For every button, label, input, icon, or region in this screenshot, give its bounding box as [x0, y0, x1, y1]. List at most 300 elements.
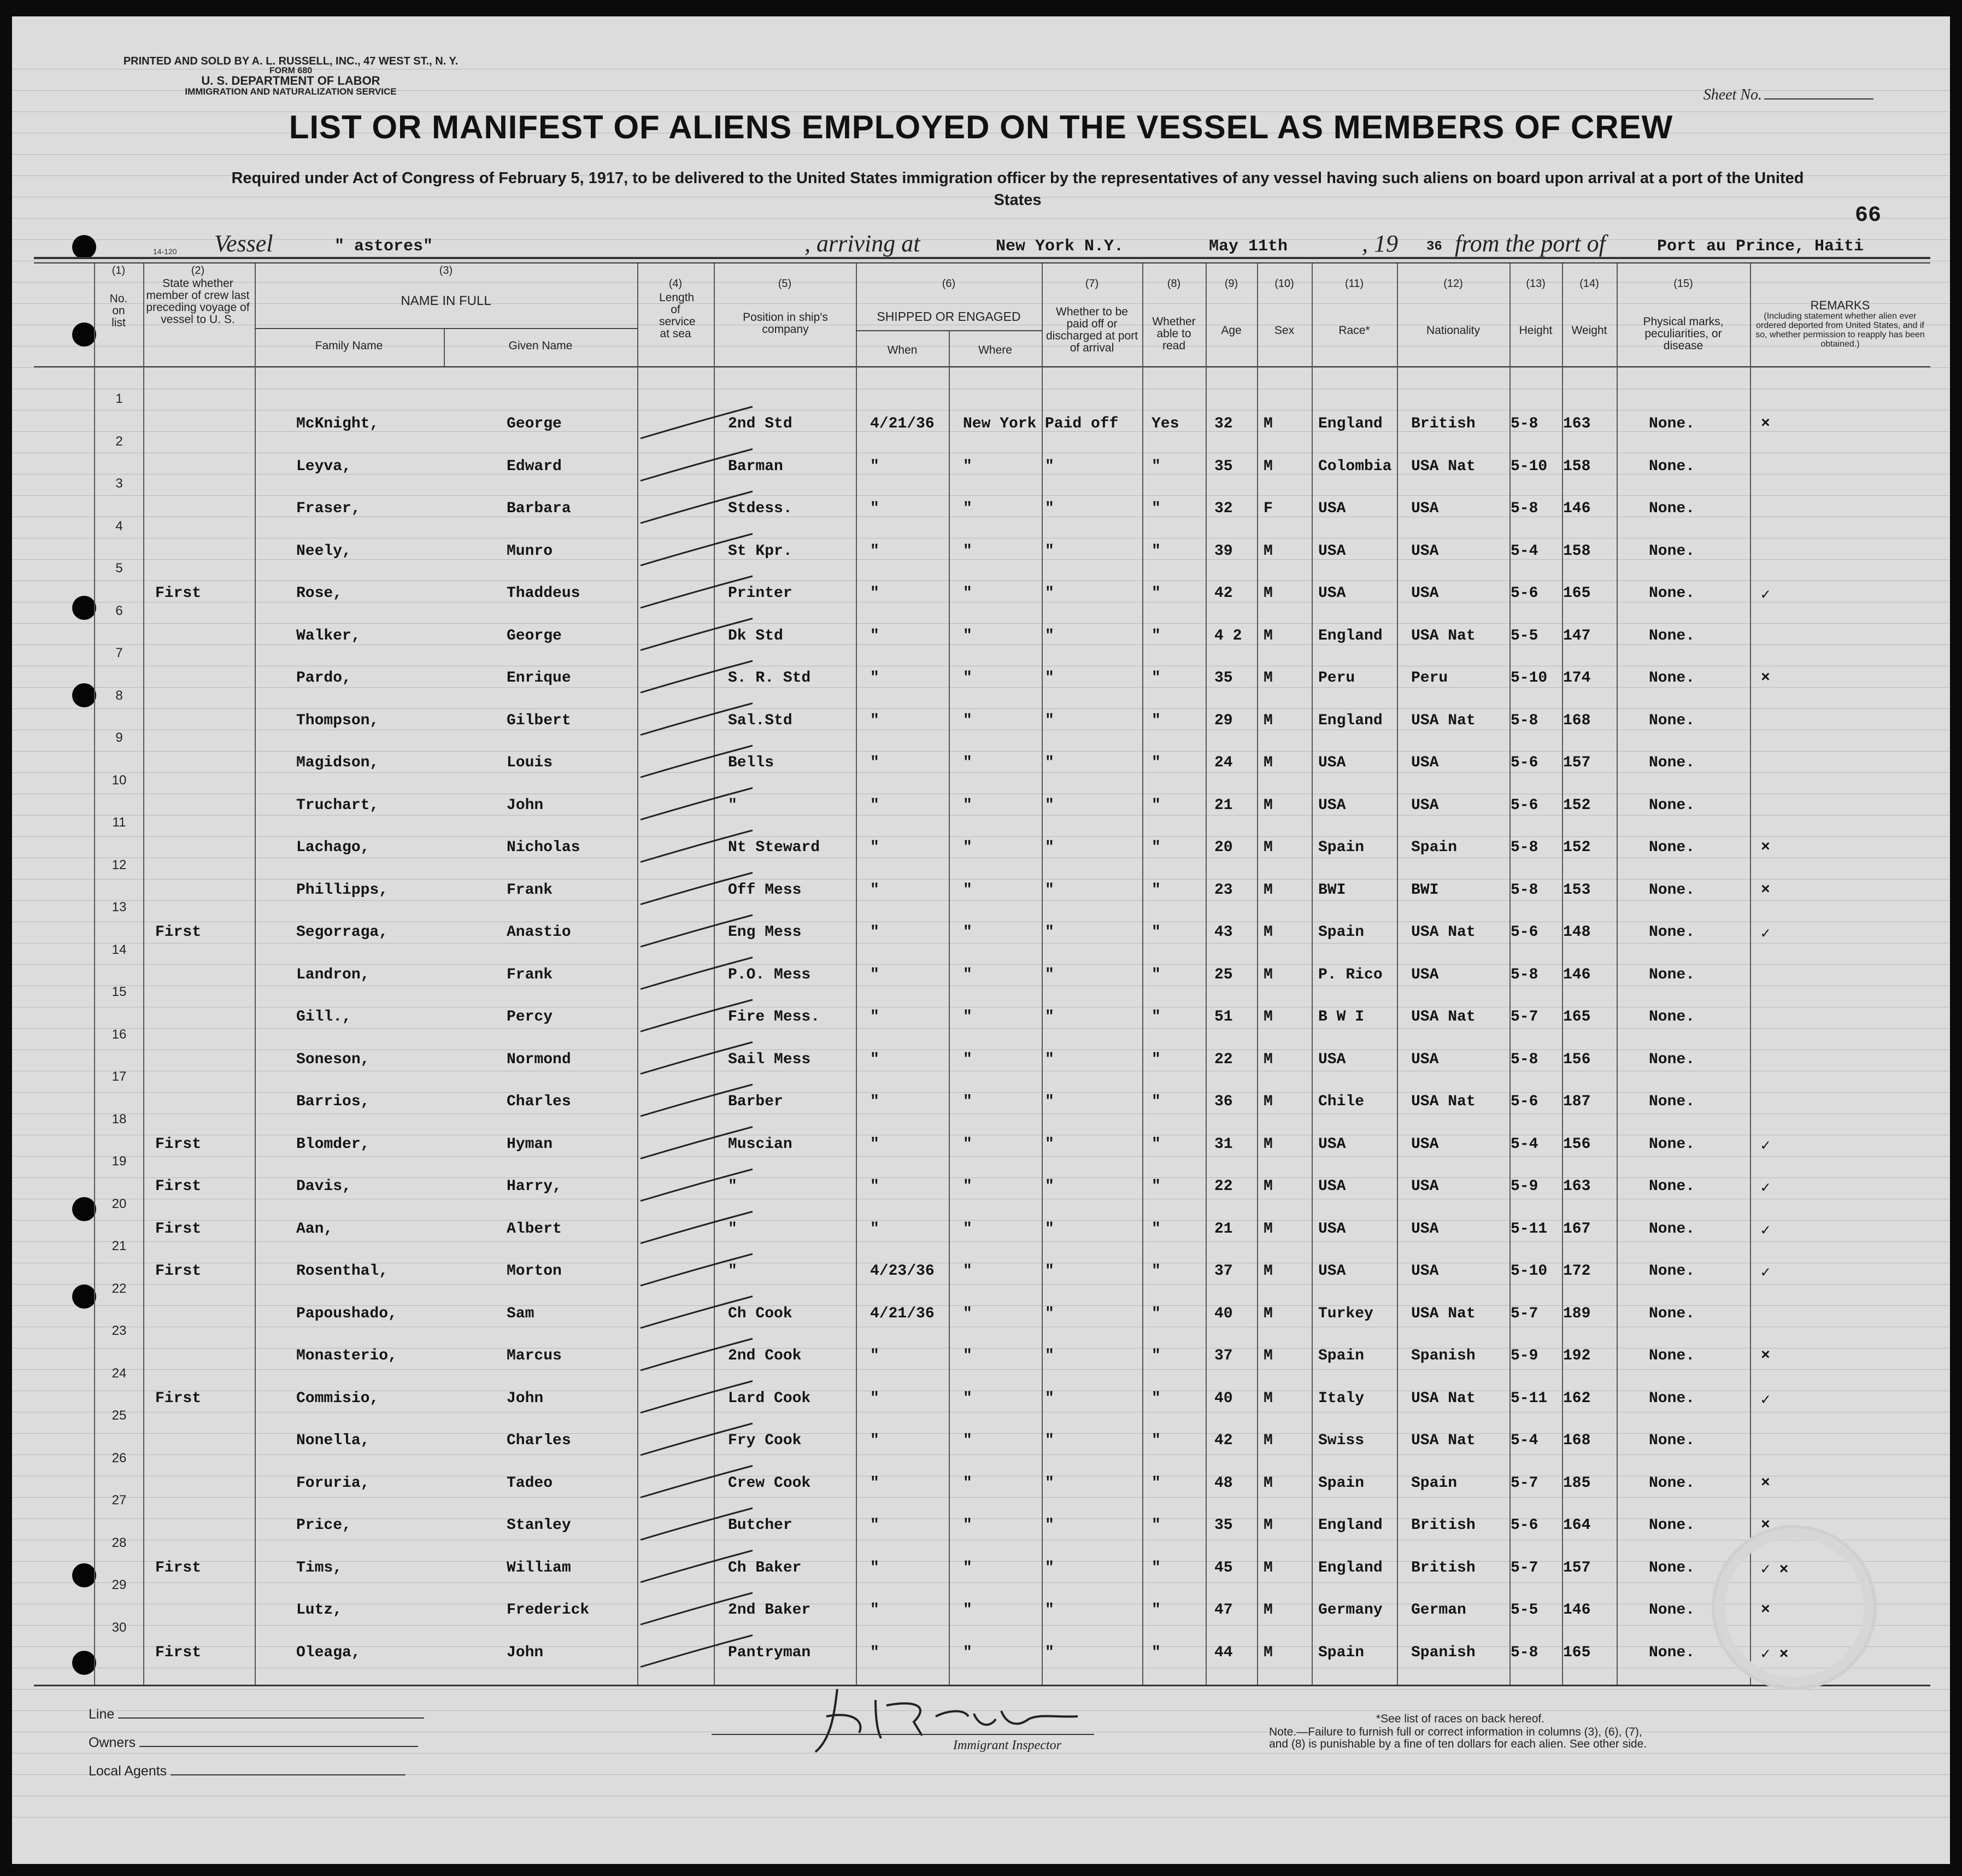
row-shipped-when: " [870, 1390, 879, 1407]
row-number: 22 [111, 1281, 127, 1296]
row-race: Italy [1318, 1390, 1365, 1407]
col13-header: Height [1519, 324, 1553, 337]
col7-header: Whether to be paid off or discharged at port of arrival [1045, 306, 1138, 354]
row-family-name: Magidson, [296, 754, 379, 771]
row-remark-mark: ✓ [1761, 1138, 1770, 1155]
row-race: England [1318, 712, 1383, 729]
service-tick-mark [641, 1127, 753, 1159]
row-position: Fire Mess. [728, 1009, 820, 1025]
row-age: 42 [1214, 1432, 1233, 1449]
row-sex: M [1264, 839, 1273, 856]
col1-header: No. on list [109, 292, 128, 329]
row-given-name: John [507, 796, 544, 814]
row-position: Butcher [728, 1517, 792, 1534]
row-number: 2 [115, 433, 123, 449]
row-able-to-read: " [1152, 1432, 1161, 1449]
row-physical-marks: None. [1649, 1093, 1695, 1110]
agents-field [89, 1763, 406, 1779]
row-given-name: Anastio [507, 924, 571, 941]
row-height: 5-6 [1511, 924, 1538, 941]
row-paid-off: " [1045, 1474, 1054, 1492]
row-nationality: British [1411, 1517, 1476, 1534]
row-nationality: USA Nat [1411, 458, 1476, 475]
row-position: Sail Mess [728, 1051, 811, 1068]
row-shipped-when: 4/21/36 [870, 1305, 935, 1322]
row-physical-marks: None. [1649, 924, 1695, 941]
row-sex: M [1264, 796, 1273, 814]
row-paid-off: " [1045, 1135, 1054, 1153]
row-able-to-read: " [1152, 754, 1161, 771]
col1-num: (1) [111, 265, 126, 277]
embossed-seal [1712, 1525, 1877, 1690]
row-height: 5-4 [1511, 1432, 1538, 1449]
row-height: 5-10 [1511, 458, 1548, 475]
row-given-name: George [507, 627, 562, 644]
shipped-when-header: When [887, 344, 918, 356]
col15-header: Physical marks, peculiarities, or disease [1643, 315, 1724, 352]
row-number: 9 [115, 730, 123, 745]
arriving-place: New York N.Y. [996, 237, 1124, 256]
row-physical-marks: None. [1649, 1602, 1695, 1619]
row-able-to-read: " [1152, 924, 1161, 941]
row-number: 8 [115, 688, 123, 703]
row-shipped-when: " [870, 1009, 879, 1025]
row-nationality: British [1411, 415, 1476, 432]
row-number: 6 [115, 603, 123, 618]
row-nationality: USA Nat [1411, 1009, 1476, 1025]
row-sex: M [1264, 966, 1273, 983]
row-age: 29 [1214, 712, 1233, 729]
row-given-name: Albert [507, 1220, 562, 1238]
row-weight: 158 [1563, 542, 1591, 560]
row-shipped-where: " [963, 796, 972, 814]
row-age: 35 [1214, 670, 1233, 687]
row-number: 25 [111, 1408, 127, 1423]
row-able-to-read: " [1152, 1602, 1161, 1619]
row-first-voyage: First [155, 1644, 202, 1661]
row-position: " [728, 1263, 737, 1280]
row-position: Eng Mess [728, 924, 802, 941]
row-race: BWI [1318, 881, 1346, 899]
row-age: 51 [1214, 1009, 1233, 1025]
row-height: 5-8 [1511, 712, 1538, 729]
row-sex: M [1264, 670, 1273, 687]
row-shipped-when: 4/23/36 [870, 1263, 935, 1280]
row-shipped-when: " [870, 458, 879, 475]
row-position: Ch Cook [728, 1305, 792, 1322]
service-tick-mark [641, 1084, 753, 1116]
arrival-date: May 11th [1209, 237, 1288, 256]
row-able-to-read: " [1152, 1220, 1161, 1238]
row-shipped-when: " [870, 1602, 879, 1619]
row-nationality: Spain [1411, 839, 1458, 856]
row-race: USA [1318, 500, 1346, 517]
row-number: 24 [111, 1365, 127, 1381]
service-tick-mark [641, 873, 753, 905]
col6-header: SHIPPED OR ENGAGED [877, 309, 1021, 324]
remarks-header: REMARKS [1810, 298, 1870, 312]
row-weight: 147 [1563, 627, 1591, 644]
row-able-to-read: " [1152, 627, 1161, 644]
row-paid-off: " [1045, 670, 1054, 687]
row-nationality: USA Nat [1411, 1305, 1476, 1322]
row-able-to-read: " [1152, 458, 1161, 475]
row-weight: 157 [1563, 1559, 1591, 1576]
row-shipped-where: " [963, 1559, 972, 1576]
row-shipped-when: " [870, 1432, 879, 1449]
row-shipped-when: " [870, 966, 879, 983]
service-tick-mark [641, 958, 753, 989]
year-suffix: 36 [1426, 239, 1442, 254]
service-tick-mark [641, 1212, 753, 1244]
row-weight: 152 [1563, 796, 1591, 814]
row-shipped-where: " [963, 1644, 972, 1661]
row-sex: M [1264, 712, 1273, 729]
row-height: 5-11 [1511, 1220, 1548, 1238]
owners-field [89, 1735, 418, 1751]
row-first-voyage: First [155, 1390, 202, 1407]
row-family-name: Davis, [296, 1178, 351, 1195]
row-first-voyage: First [155, 1263, 202, 1280]
row-given-name: George [507, 415, 562, 432]
row-race: Turkey [1318, 1305, 1373, 1322]
row-physical-marks: None. [1649, 1644, 1695, 1661]
row-number: 29 [111, 1578, 127, 1592]
row-shipped-when: " [870, 796, 879, 814]
row-race: Colombia [1318, 458, 1392, 475]
row-height: 5-6 [1511, 585, 1538, 602]
row-paid-off: " [1045, 796, 1054, 814]
row-able-to-read: " [1152, 1263, 1161, 1280]
row-given-name: John [507, 1390, 544, 1407]
row-nationality: USA Nat [1411, 924, 1476, 941]
row-position: " [728, 796, 737, 814]
row-position: Crew Cook [728, 1474, 811, 1492]
row-weight: 163 [1563, 415, 1591, 432]
row-number: 16 [111, 1027, 127, 1042]
row-shipped-when: " [870, 1347, 879, 1364]
service-tick-mark [641, 1551, 753, 1582]
row-nationality: USA [1411, 1135, 1439, 1153]
service-tick-mark [641, 788, 753, 820]
row-height: 5-7 [1511, 1305, 1538, 1322]
row-family-name: Price, [296, 1517, 351, 1534]
col3-num: (3) [439, 265, 453, 277]
row-given-name: Nicholas [507, 839, 580, 856]
row-first-voyage: First [155, 1220, 202, 1238]
row-family-name: Rosenthal, [296, 1263, 389, 1280]
row-height: 5-8 [1511, 500, 1538, 517]
row-weight: 172 [1563, 1263, 1591, 1280]
row-race: Chile [1318, 1093, 1365, 1110]
row-given-name: Charles [507, 1093, 571, 1110]
row-weight: 167 [1563, 1220, 1591, 1238]
small-code: 14-120 [153, 247, 177, 256]
row-given-name: Louis [507, 754, 553, 771]
row-age: 39 [1214, 542, 1233, 560]
row-nationality: Spanish [1411, 1347, 1476, 1364]
row-height: 5-5 [1511, 627, 1538, 644]
row-paid-off: " [1045, 754, 1054, 771]
row-family-name: Pardo, [296, 670, 351, 687]
row-height: 5-5 [1511, 1602, 1538, 1619]
form-title: LIST OR MANIFEST OF ALIENS EMPLOYED ON THE VESSEL AS MEMBERS OF CREW [289, 109, 1673, 145]
row-age: 44 [1214, 1644, 1233, 1661]
row-able-to-read: " [1152, 1644, 1161, 1661]
row-able-to-read: " [1152, 1305, 1161, 1322]
row-physical-marks: None. [1649, 500, 1695, 517]
row-remark-mark: × [1761, 1474, 1770, 1492]
row-sex: M [1264, 415, 1273, 432]
row-nationality: Spain [1411, 1474, 1458, 1492]
row-paid-off: " [1045, 1559, 1054, 1576]
row-able-to-read: " [1152, 585, 1161, 602]
row-number: 20 [111, 1196, 127, 1211]
row-sex: M [1264, 1517, 1273, 1534]
row-remark-mark: ✓ [1761, 1265, 1770, 1282]
line-blank [118, 1717, 424, 1719]
row-family-name: Fraser, [296, 500, 361, 517]
row-race: USA [1318, 1263, 1346, 1280]
row-able-to-read: " [1152, 542, 1161, 560]
col9-num: (9) [1224, 278, 1238, 290]
row-physical-marks: None. [1649, 1135, 1695, 1153]
row-able-to-read: Yes [1152, 415, 1179, 432]
shipped-where-header: Where [978, 344, 1012, 356]
col14-header: Weight [1571, 324, 1607, 337]
row-position: Printer [728, 585, 792, 602]
row-paid-off: " [1045, 839, 1054, 856]
service-tick-mark [641, 1635, 753, 1667]
row-race: England [1318, 1517, 1383, 1534]
row-weight: 189 [1563, 1305, 1591, 1322]
row-able-to-read: " [1152, 1009, 1161, 1025]
row-age: 22 [1214, 1051, 1233, 1068]
row-weight: 163 [1563, 1178, 1591, 1195]
row-weight: 146 [1563, 966, 1591, 983]
row-nationality: USA [1411, 500, 1439, 517]
row-family-name: Commisio, [296, 1390, 379, 1407]
row-paid-off: Paid off [1045, 415, 1119, 432]
row-paid-off: " [1045, 1220, 1054, 1238]
row-given-name: Harry, [507, 1178, 562, 1195]
row-position: St Kpr. [728, 542, 792, 560]
row-number: 18 [111, 1111, 127, 1127]
row-height: 5-6 [1511, 796, 1538, 814]
row-position: Sal.Std [728, 712, 792, 729]
row-paid-off: " [1045, 1178, 1054, 1195]
row-family-name: Rose, [296, 585, 343, 602]
row-height: 5-9 [1511, 1347, 1538, 1364]
row-physical-marks: None. [1649, 1051, 1695, 1068]
row-shipped-where: " [963, 1347, 972, 1364]
row-age: 21 [1214, 1220, 1233, 1238]
row-position: 2nd Baker [728, 1602, 811, 1619]
row-nationality: USA [1411, 585, 1439, 602]
row-paid-off: " [1045, 1263, 1054, 1280]
row-nationality: USA [1411, 542, 1439, 560]
row-shipped-where: " [963, 1135, 972, 1153]
row-family-name: Tims, [296, 1559, 343, 1576]
row-remark-mark: ✓ [1761, 1180, 1770, 1197]
pencil-marks [12, 16, 1950, 1864]
row-height: 5-6 [1511, 754, 1538, 771]
row-given-name: John [507, 1644, 544, 1661]
row-number: 11 [112, 815, 126, 830]
row-age: 32 [1214, 500, 1233, 517]
row-nationality: Peru [1411, 670, 1448, 687]
row-height: 5-4 [1511, 1135, 1538, 1153]
row-remark-mark: × [1761, 839, 1770, 856]
row-physical-marks: None. [1649, 1009, 1695, 1025]
year-prefix: , 19 [1362, 230, 1398, 257]
row-shipped-where: " [963, 1051, 972, 1068]
agents-blank [171, 1774, 406, 1775]
row-race: Spain [1318, 1474, 1365, 1492]
row-able-to-read: " [1152, 500, 1161, 517]
row-weight: 168 [1563, 712, 1591, 729]
row-position: " [728, 1220, 737, 1238]
row-given-name: Barbara [507, 500, 571, 517]
row-given-name: Frank [507, 881, 553, 899]
row-paid-off: " [1045, 1305, 1054, 1322]
penalty-note: Note.—Failure to furnish full or correct information in columns (3), (6), (7), and (8) is punishable by a fine of ten dollars for each alien. See other side. [1269, 1726, 1647, 1750]
row-physical-marks: None. [1649, 1347, 1695, 1364]
col3-header: NAME IN FULL [401, 294, 491, 308]
row-sex: M [1264, 458, 1273, 475]
row-family-name: Lutz, [296, 1602, 343, 1619]
row-able-to-read: " [1152, 1178, 1161, 1195]
inspector-label: Immigrant Inspector [953, 1738, 1061, 1752]
row-physical-marks: None. [1649, 415, 1695, 432]
row-sex: F [1264, 500, 1273, 517]
row-physical-marks: None. [1649, 712, 1695, 729]
row-shipped-when: " [870, 585, 879, 602]
row-paid-off: " [1045, 1009, 1054, 1025]
row-weight: 165 [1563, 1644, 1591, 1661]
service-tick-mark [641, 1254, 753, 1286]
row-given-name: Morton [507, 1263, 562, 1280]
row-physical-marks: None. [1649, 1432, 1695, 1449]
form-number: FORM 680 [269, 66, 313, 75]
row-race: P. Rico [1318, 966, 1383, 983]
row-physical-marks: None. [1649, 1474, 1695, 1492]
row-shipped-when: " [870, 924, 879, 941]
row-shipped-where: " [963, 881, 972, 899]
row-race: USA [1318, 1051, 1346, 1068]
row-sex: M [1264, 542, 1273, 560]
row-first-voyage: First [155, 924, 202, 941]
col15-num: (15) [1673, 278, 1693, 290]
row-nationality: USA Nat [1411, 1093, 1476, 1110]
row-physical-marks: None. [1649, 627, 1695, 644]
row-shipped-when: " [870, 754, 879, 771]
row-race: USA [1318, 542, 1346, 560]
row-number: 23 [111, 1323, 127, 1338]
row-family-name: Nonella, [296, 1432, 370, 1449]
col13-num: (13) [1526, 278, 1546, 290]
service-tick-mark [641, 576, 753, 608]
row-family-name: Monasterio, [296, 1347, 397, 1364]
row-shipped-when: " [870, 1644, 879, 1661]
row-weight: 185 [1563, 1474, 1591, 1492]
row-nationality: USA Nat [1411, 1390, 1476, 1407]
row-given-name: Munro [507, 542, 553, 560]
row-nationality: Spanish [1411, 1644, 1476, 1661]
row-physical-marks: None. [1649, 1559, 1695, 1576]
service-tick-mark [641, 1339, 753, 1370]
row-able-to-read: " [1152, 796, 1161, 814]
row-weight: 165 [1563, 585, 1591, 602]
row-able-to-read: " [1152, 1347, 1161, 1364]
row-race: USA [1318, 754, 1346, 771]
row-physical-marks: None. [1649, 1517, 1695, 1534]
row-given-name: Percy [507, 1009, 553, 1025]
row-height: 5-10 [1511, 670, 1548, 687]
owners-label: Owners [89, 1735, 136, 1750]
row-paid-off: " [1045, 627, 1054, 644]
row-shipped-where: " [963, 627, 972, 644]
row-weight: 164 [1563, 1517, 1591, 1534]
row-shipped-where: " [963, 670, 972, 687]
row-family-name: Segorraga, [296, 924, 389, 941]
row-race: Spain [1318, 924, 1365, 941]
service-tick-mark [641, 1593, 753, 1625]
row-given-name: Frank [507, 966, 553, 983]
owners-blank [139, 1746, 418, 1747]
row-position: 2nd Std [728, 415, 792, 432]
row-paid-off: " [1045, 712, 1054, 729]
remarks-note: (Including statement whether alien ever ordered deported from United States, and if so, whether permission to reapply has been obtained.) [1755, 312, 1925, 349]
row-physical-marks: None. [1649, 585, 1695, 602]
row-family-name: Leyva, [296, 458, 351, 475]
row-paid-off: " [1045, 924, 1054, 941]
row-race: USA [1318, 1178, 1346, 1195]
row-weight: 153 [1563, 881, 1591, 899]
row-race: England [1318, 627, 1383, 644]
row-height: 5-8 [1511, 966, 1538, 983]
row-sex: M [1264, 1474, 1273, 1492]
row-sex: M [1264, 1644, 1273, 1661]
col6-num: (6) [942, 278, 956, 290]
row-position: Dk Std [728, 627, 783, 644]
row-age: 21 [1214, 796, 1233, 814]
row-paid-off: " [1045, 1051, 1054, 1068]
col10-num: (10) [1274, 278, 1294, 290]
row-shipped-when: " [870, 1051, 879, 1068]
row-able-to-read: " [1152, 1135, 1161, 1153]
row-height: 5-8 [1511, 1051, 1538, 1068]
row-family-name: Foruria, [296, 1474, 370, 1492]
row-physical-marks: None. [1649, 1390, 1695, 1407]
row-shipped-when: " [870, 881, 879, 899]
row-nationality: USA [1411, 796, 1439, 814]
service-tick-mark [641, 746, 753, 777]
col11-num: (11) [1344, 278, 1364, 290]
row-remark-mark: ✓ [1761, 587, 1770, 604]
given-name-header: Given Name [508, 339, 573, 352]
row-first-voyage: First [155, 1135, 202, 1153]
vessel-label: Vessel [214, 230, 273, 257]
row-age: 35 [1214, 458, 1233, 475]
row-shipped-where: " [963, 924, 972, 941]
row-position: Bells [728, 754, 774, 771]
row-sex: M [1264, 881, 1273, 899]
row-given-name: Stanley [507, 1517, 571, 1534]
row-physical-marks: None. [1649, 754, 1695, 771]
col9-header: Age [1221, 324, 1242, 337]
row-family-name: Lachago, [296, 839, 370, 856]
